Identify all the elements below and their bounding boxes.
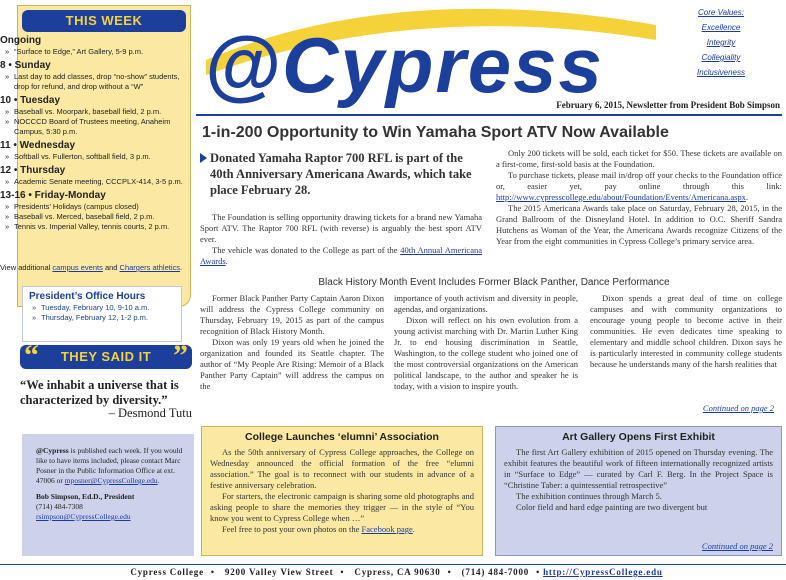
footer-college-name: Cypress College bbox=[130, 567, 204, 577]
main-headline: 1-in-200 Opportunity to Win Yamaha Sport ATV Now Available bbox=[202, 124, 669, 141]
americana-awards-link[interactable]: 40th Annual Americana Awards bbox=[200, 245, 482, 266]
core-value-inclusiveness[interactable]: Inclusiveness bbox=[696, 68, 746, 77]
contact-info-box bbox=[22, 434, 194, 556]
publication-text: is published each week. If you would like to have items included, please contact Marc Posner in the Public Information Office at ext. 47006 or bbox=[36, 446, 183, 485]
main-left-p2 bbox=[200, 245, 482, 267]
posner-email-link[interactable]: mposner@CypressCollege.edu bbox=[64, 476, 158, 485]
elumni-body bbox=[210, 447, 474, 535]
they-said-banner bbox=[20, 339, 192, 372]
athletics-link[interactable]: Chargers athletics bbox=[119, 263, 180, 272]
office-hours-item: » Tuesday, February 10, 9-10 a.m. bbox=[29, 303, 175, 313]
main-left-body bbox=[200, 212, 482, 267]
publication-end: . bbox=[157, 476, 160, 485]
event-day-label: 13-16 • Friday-Monday bbox=[0, 190, 106, 201]
black-history-column-2 bbox=[394, 293, 578, 392]
campus-events-link[interactable]: campus events bbox=[52, 263, 103, 272]
bh-c2-p1: importance of youth activism and diversity in people, agendas, and organizations. bbox=[394, 293, 578, 314]
main-article-right-column bbox=[496, 148, 782, 247]
event-day-group bbox=[0, 165, 188, 187]
core-values-title: Core Values: bbox=[698, 8, 744, 17]
event-day-group bbox=[0, 190, 188, 232]
art-gallery-headline: Art Gallery Opens First Exhibit bbox=[562, 431, 715, 443]
elumni-p3 bbox=[210, 524, 474, 535]
footer-address: 9200 Valley View Street bbox=[224, 567, 334, 577]
elumni-p1: As the 50th anniversary of Cypress College approaches, the College on Wednesday announced the official formation of the free “elumni association.” The goal is to reconnect with our students in advance of a festive anniversary celebration. bbox=[210, 447, 474, 490]
footer-phone: (714) 484-7000 bbox=[461, 567, 530, 577]
facebook-page-link[interactable]: Facebook page bbox=[361, 524, 413, 534]
elumni-article-box bbox=[201, 426, 483, 556]
bh-c3-p1: Dixon spends a great deal of time on college campuses and with community organizations to encourage young people to become active in their communities. He even dedicates time speaking to elementary and middle school children. Dixon says he is particularly interested in community college students because he understands many of the harsh realities that bbox=[590, 293, 782, 369]
president-phone: (714) 484-7308 bbox=[36, 502, 83, 511]
black-history-headline: Black History Month Event Includes Former Black Panther, Dance Performance bbox=[318, 277, 670, 288]
publication-info bbox=[36, 446, 186, 486]
office-hours-title: President’s Office Hours bbox=[29, 291, 146, 302]
bh-c1-p2: Dixon was only 19 years old when he joined the organization and founded its Seattle chapter. The author of “My People Are Rising: Memoir of a Black Panther Party Captain” will address the campus on the bbox=[200, 337, 384, 391]
event-day-label: 12 • Thursday bbox=[0, 165, 66, 176]
event-day-group bbox=[0, 140, 188, 162]
view-more-suffix: . bbox=[180, 263, 183, 272]
event-item: » Academic Senate meeting, CCCPLX-414, 3-5 p.m. bbox=[0, 177, 188, 187]
art-continued-page2-link[interactable]: Continued on page 2 bbox=[701, 541, 773, 551]
art-p1: The first Art Gallery exhibition of 2015 opened on Thursday evening. The exhibit features the beautiful work of fifteen internationally recognized artists in “Surface to Edge” — curated by Carl F. Berg. In the Project Space is “Christine Taber: a quintessential retrospective” bbox=[504, 447, 773, 490]
bh-c1-p1: Former Black Panther Party Captain Aaron Dixon will address the Cypress College community on Thursday, February 19, 2015 as part of the campus recognition of Black History Month. bbox=[200, 293, 384, 336]
they-said-title: THEY SAID IT bbox=[60, 349, 152, 364]
event-day-label: 10 • Tuesday bbox=[0, 95, 61, 106]
events-list bbox=[0, 35, 188, 235]
art-gallery-body bbox=[504, 447, 773, 513]
masthead-logo bbox=[196, 0, 666, 110]
event-item: » Tennis vs. Imperial Valley, tennis courts, 2 p.m. bbox=[0, 222, 188, 232]
footer: Cypress College • 9200 Valley View Street • Cypress, CA 90630 • (714) 484-7000 • http://CypressCollege.edu bbox=[0, 564, 786, 580]
footer-website-link[interactable]: http://CypressCollege.edu bbox=[543, 567, 663, 577]
main-right-p1: Only 200 tickets will be sold, each ticket for $50. These tickets are available on a first-come, first-sold basis at the Foundation. bbox=[496, 148, 782, 169]
foundation-events-link[interactable]: http://www.cypresscollege.edu/about/Foundation/Events/Americana.aspx bbox=[496, 192, 746, 202]
view-more-prefix: View additional bbox=[0, 263, 53, 272]
black-history-column-3 bbox=[590, 293, 782, 370]
this-week-title: THIS WEEK bbox=[22, 10, 186, 32]
newsletter-dateline: February 6, 2015, Newsletter from President Bob Simpson bbox=[556, 100, 780, 110]
event-day-group bbox=[0, 95, 188, 137]
main-left-p2-end: . bbox=[225, 256, 228, 266]
bh-c2-p2: Dixon will reflect on his own evolution from a young activist marching with Dr. Martin Luther King Jr. to end housing discrimination in Seattle, Washington, to the college student who joined one of the most controversial organizations on the American political landscape, to the author and speaker he is today, with a vision to inspire youth. bbox=[394, 315, 578, 391]
main-right-p2 bbox=[496, 170, 782, 203]
elumni-p3-end: . bbox=[412, 524, 415, 534]
main-left-p1: The Foundation is selling opportunity drawing tickets for a brand new Yamaha Sport ATV. The Raptor 700 RFL (with reverse) is arguably the best sport ATV ever. bbox=[200, 212, 482, 244]
core-values-list bbox=[660, 5, 782, 80]
elumni-headline: College Launches ‘elumni’ Association bbox=[245, 431, 439, 443]
main-article-left-column bbox=[200, 150, 482, 267]
office-hours-box bbox=[22, 286, 182, 342]
core-value-excellence[interactable]: Excellence bbox=[701, 23, 741, 32]
elumni-p2: For starters, the electronic campaign is sharing some old photographs and asking people to share the memories they trigger — in the style of “You know you went to Cypress College when …” bbox=[210, 491, 474, 523]
core-value-collegiality[interactable]: Collegiality bbox=[701, 53, 741, 62]
view-more-mid: and bbox=[102, 263, 120, 272]
art-p2: The exhibition continues through March 5. bbox=[516, 491, 662, 501]
quote-author: – Desmond Tutu bbox=[108, 406, 192, 420]
event-item: » Baseball vs. Moorpark, baseball field, 2 p.m. bbox=[0, 107, 188, 117]
event-item: » “Surface to Edge,” Art Gallery, 5-9 p.m. bbox=[0, 47, 188, 57]
main-right-p3: The 2015 Americana Awards take place on Saturday, February 28, 2015, in the Grand Ballroom of the Disneyland Hotel. In addition to O.C. Sheriff Sandra Hutchens as Woman of the Year, the Americana Awards recognize Citizens of the Year from the eight communities in Cypress College’s primary service area. bbox=[496, 203, 782, 246]
logo-text: @Cypress bbox=[204, 21, 604, 109]
event-day-label: 8 • Sunday bbox=[0, 60, 51, 71]
publication-name: @Cypress bbox=[36, 446, 69, 455]
core-value-integrity[interactable]: Integrity bbox=[706, 38, 736, 47]
continued-page2-link[interactable]: Continued on page 2 bbox=[702, 403, 774, 413]
president-contact bbox=[36, 492, 186, 522]
event-item: » Softball vs. Fullerton, softball field, 3 p.m. bbox=[0, 152, 188, 162]
sidebar bbox=[0, 0, 194, 580]
president-email-link[interactable]: rsimpson@CypressCollege.edu bbox=[36, 512, 131, 521]
masthead-divider bbox=[196, 114, 782, 116]
event-day-label: Ongoing bbox=[0, 35, 42, 46]
open-quote-icon: “ bbox=[24, 339, 39, 372]
footer-city: Cypress, CA 90630 bbox=[354, 567, 441, 577]
main-right-p2-end: . bbox=[745, 192, 749, 202]
view-more-line bbox=[0, 263, 188, 273]
elumni-p3-text: Feel free to post your own photos on the bbox=[222, 524, 362, 534]
event-item: » NOCCCD Board of Trustees meeting, Anaheim Campus, 5:30 p.m. bbox=[0, 117, 188, 137]
main-left-p2-text: The vehicle was donated to the College as part of the bbox=[212, 245, 401, 255]
event-day-label: 11 • Wednesday bbox=[0, 140, 76, 151]
quote-text: “We inhabit a universe that is characterized by diversity.” bbox=[20, 378, 179, 407]
event-item: » Presidents’ Holidays (campus closed) bbox=[0, 202, 188, 212]
event-item: » Baseball vs. Merced, baseball field, 2 p.m. bbox=[0, 212, 188, 222]
main-subhead: Donated Yamaha Raptor 700 RFL is part of the 40th Anniversary Americana Awards, which take place February 28. bbox=[200, 150, 482, 198]
event-day-group bbox=[0, 60, 188, 92]
office-hours-item: » Thursday, February 12, 1-2 p.m. bbox=[29, 313, 175, 323]
art-gallery-article-box bbox=[495, 426, 782, 556]
event-day-group bbox=[0, 35, 188, 57]
art-p3: Color field and hard edge painting are two divergent but bbox=[516, 502, 708, 512]
black-history-column-1 bbox=[200, 293, 384, 392]
event-item: » Last day to add classes, drop “no-show” students, drop for refund, and drop without a “W” bbox=[0, 72, 188, 92]
close-quote-icon: ” bbox=[173, 339, 188, 372]
main-right-p2-text: To purchase tickets, please mail in/drop off your checks to the Foundation office or, easier yet, pay online through this link: bbox=[496, 170, 782, 191]
president-name: Bob Simpson, Ed.D., President bbox=[36, 492, 135, 501]
